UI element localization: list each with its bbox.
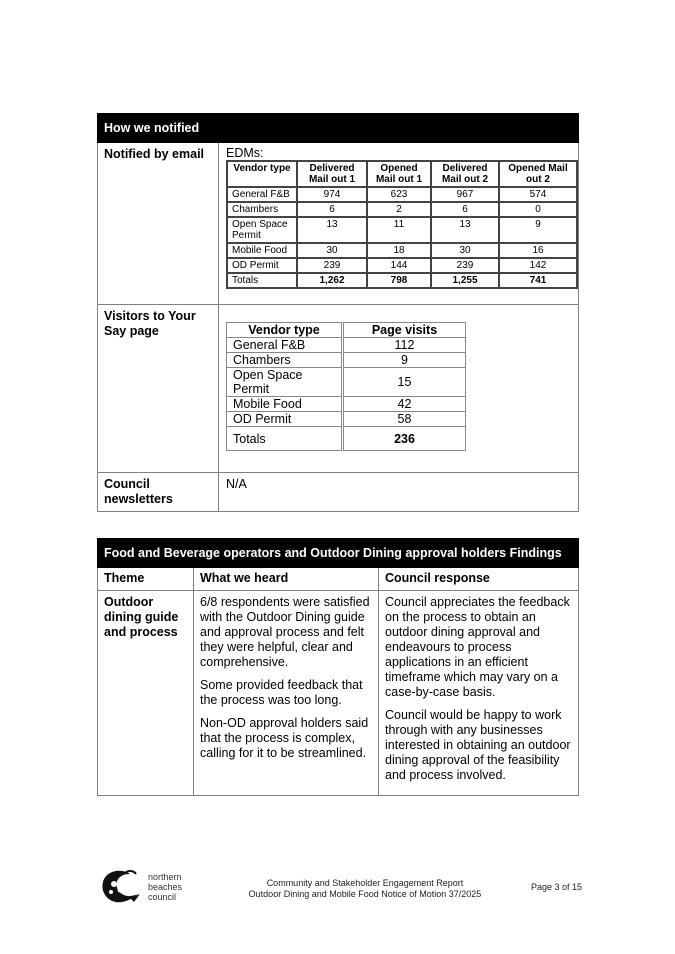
column-header-response: Council response bbox=[379, 568, 579, 591]
edm-header-row bbox=[227, 161, 577, 187]
cell: 11 bbox=[367, 217, 431, 243]
findings-table bbox=[97, 538, 579, 796]
logo-line: council bbox=[148, 892, 177, 902]
cell: 142 bbox=[499, 258, 577, 273]
visitors-label: Visitors to Your Say page bbox=[98, 305, 219, 473]
column-header-heard: What we heard bbox=[194, 568, 379, 591]
cell: 42 bbox=[343, 397, 466, 412]
column-header: Delivered Mail out 1 bbox=[297, 161, 367, 187]
table-row bbox=[227, 258, 577, 273]
council-logo-text bbox=[148, 872, 182, 902]
cell: 144 bbox=[367, 258, 431, 273]
column-header: Delivered Mail out 2 bbox=[431, 161, 499, 187]
page-number: Page 3 of 15 bbox=[530, 882, 582, 892]
cell: 239 bbox=[431, 258, 499, 273]
logo-line: northern bbox=[148, 872, 182, 882]
response-paragraph: Council would be happy to work through with any businesses interested in obtaining an outdoor dining approval of the feasibility and process involved. bbox=[385, 708, 571, 782]
cell: 574 bbox=[499, 187, 577, 202]
footer-title bbox=[220, 878, 510, 900]
cell: 236 bbox=[343, 427, 466, 451]
table-row bbox=[98, 591, 579, 796]
cell: Chambers bbox=[227, 353, 343, 368]
notified-by-email-label: Notified by email bbox=[98, 143, 219, 305]
cell: Totals bbox=[227, 427, 343, 451]
edm-table bbox=[226, 160, 578, 289]
cell: 18 bbox=[367, 243, 431, 258]
how-we-notified-table bbox=[97, 113, 579, 512]
cell: 13 bbox=[431, 217, 499, 243]
logo-line: beaches bbox=[148, 882, 183, 892]
column-header: Opened Mail out 1 bbox=[367, 161, 431, 187]
table-row bbox=[227, 202, 577, 217]
page-footer bbox=[100, 868, 582, 908]
cell: 6 bbox=[431, 202, 499, 217]
totals-row bbox=[227, 273, 577, 288]
edms-label: EDMs: bbox=[226, 146, 264, 160]
cell: 112 bbox=[343, 338, 466, 353]
column-header: Opened Mail out 2 bbox=[499, 161, 577, 187]
response-paragraph: Council appreciates the feedback on the process to obtain an outdoor dining approval and endeavours to process applications in an efficient timeframe which may vary on a case-by-case basis. bbox=[385, 595, 570, 699]
cell: 30 bbox=[297, 243, 367, 258]
table-row bbox=[227, 368, 466, 397]
visitors-content bbox=[219, 305, 579, 473]
response-cell bbox=[379, 591, 579, 796]
table-row bbox=[227, 187, 577, 202]
cell: 798 bbox=[367, 273, 431, 288]
cell: 1,262 bbox=[297, 273, 367, 288]
table-row bbox=[227, 412, 466, 427]
notified-by-email-content bbox=[219, 143, 579, 305]
cell: 974 bbox=[297, 187, 367, 202]
cell: OD Permit bbox=[227, 412, 343, 427]
page-visits-table bbox=[226, 322, 466, 451]
totals-row bbox=[227, 427, 466, 451]
cell: 623 bbox=[367, 187, 431, 202]
cell: Mobile Food bbox=[227, 243, 297, 258]
cell: 0 bbox=[499, 202, 577, 217]
section-header: Food and Beverage operators and Outdoor Dining approval holders Findings bbox=[98, 539, 579, 568]
table-row bbox=[227, 338, 466, 353]
table-row bbox=[227, 243, 577, 258]
column-header: Vendor type bbox=[227, 161, 297, 187]
council-logo-icon bbox=[100, 868, 142, 906]
cell: Mobile Food bbox=[227, 397, 343, 412]
cell: 2 bbox=[367, 202, 431, 217]
table-row bbox=[227, 397, 466, 412]
table-row bbox=[227, 353, 466, 368]
theme-cell: Outdoor dining guide and process bbox=[98, 591, 194, 796]
column-header: Vendor type bbox=[227, 323, 343, 338]
cell: 1,255 bbox=[431, 273, 499, 288]
footer-title-line: Community and Stakeholder Engagement Report bbox=[266, 878, 464, 888]
cell: OD Permit bbox=[227, 258, 297, 273]
column-header-theme: Theme bbox=[98, 568, 194, 591]
newsletters-value: N/A bbox=[219, 473, 579, 512]
cell: General F&B bbox=[227, 187, 297, 202]
cell: Open Space Permit bbox=[227, 368, 343, 397]
heard-paragraph: Non-OD approval holders said that the process is complex, calling for it to be streamlined. bbox=[200, 716, 369, 760]
cell: 16 bbox=[499, 243, 577, 258]
cell: Chambers bbox=[227, 202, 297, 217]
column-header: Page visits bbox=[343, 323, 466, 338]
cell: Open Space Permit bbox=[227, 217, 297, 243]
cell: 967 bbox=[431, 187, 499, 202]
cell: 13 bbox=[297, 217, 367, 243]
heard-paragraph: Some provided feedback that the process was too long. bbox=[200, 678, 363, 707]
heard-cell bbox=[194, 591, 379, 796]
cell: 9 bbox=[343, 353, 466, 368]
cell: Totals bbox=[227, 273, 297, 288]
footer-title-line: Outdoor Dining and Mobile Food Notice of Motion 37/2025 bbox=[248, 889, 482, 899]
cell: 15 bbox=[343, 368, 466, 397]
cell: 30 bbox=[431, 243, 499, 258]
table-row bbox=[227, 217, 577, 243]
cell: 9 bbox=[499, 217, 577, 243]
newsletters-label: Council newsletters bbox=[98, 473, 219, 512]
pv-header-row bbox=[227, 323, 466, 338]
cell: 58 bbox=[343, 412, 466, 427]
cell: 239 bbox=[297, 258, 367, 273]
section-header: How we notified bbox=[98, 114, 579, 143]
cell: General F&B bbox=[227, 338, 343, 353]
heard-paragraph: 6/8 respondents were satisfied with the Outdoor Dining guide and approval process and felt they were helpful, clear and comprehensive. bbox=[200, 595, 370, 669]
cell: 741 bbox=[499, 273, 577, 288]
cell: 6 bbox=[297, 202, 367, 217]
